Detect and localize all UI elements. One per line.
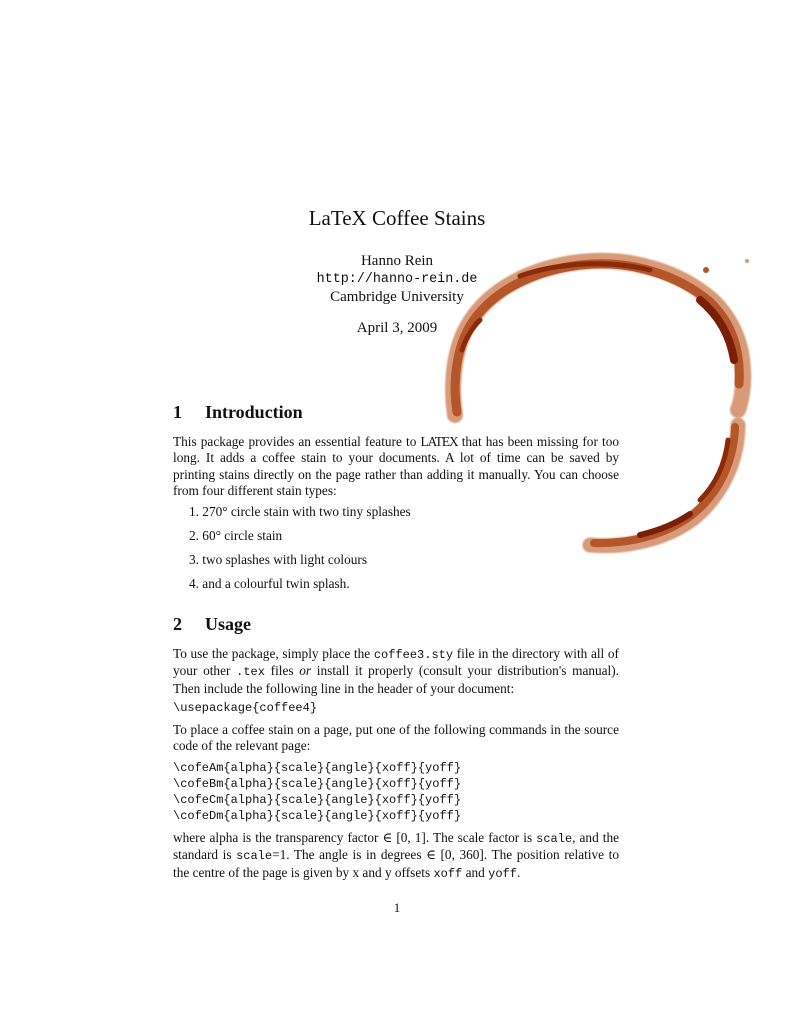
- page-number: 1: [393, 900, 401, 915]
- code-line: \cofeAm{alpha}{scale}{angle}{xoff}{yoff}: [173, 761, 462, 775]
- usepackage-code: [173, 700, 317, 716]
- author-affiliation: Cambridge University: [330, 289, 464, 305]
- usage-paragraph-3: [173, 830, 619, 882]
- section-heading-usage: [173, 614, 251, 635]
- commands-code-block: [173, 760, 461, 824]
- section-title: Usage: [205, 614, 251, 634]
- text-run: install it properly (consult your distribution's manual). Then include the following line in the header of your document:: [173, 663, 620, 696]
- text-run: To use the package, simply place the: [173, 646, 374, 661]
- filename-code: coffee3.sty: [373, 648, 454, 662]
- intro-paragraph: [173, 434, 619, 500]
- intro-text-start: This package provides an essential feature to: [173, 434, 421, 449]
- paper-title: LaTeX Coffee Stains: [308, 206, 486, 230]
- code-line: \cofeBm{alpha}{scale}{angle}{xoff}{yoff}: [173, 777, 462, 791]
- code-line: \usepackage{coffee4}: [173, 701, 318, 715]
- section-number: 1: [173, 402, 182, 422]
- intro-text-end: that has been missing for too long. It adds a coffee stain to your documents. A lot of time can be saved by printing stains directly on the page rather than adding it manually. You can choose from four different stain types:: [173, 434, 619, 499]
- list-item: 2. 60° circle stain: [189, 528, 283, 543]
- latex-logo: LATEX: [420, 434, 458, 449]
- section-number: 2: [173, 614, 182, 634]
- text-run: =1. The angle is in degrees ∈ [0, 360]. The position relative to the centre of the page is given by x and y offsets: [173, 847, 619, 880]
- text-run: where alpha is the transparency factor ∈ [0, 1]. The scale factor is: [173, 830, 537, 845]
- section-heading-introduction: [173, 402, 303, 423]
- emphasis-or: or: [299, 663, 312, 679]
- text-run: , and the standard is: [173, 830, 619, 863]
- author-url[interactable]: http://hanno-rein.de: [316, 272, 478, 287]
- paper-date: April 3, 2009: [356, 320, 438, 336]
- text-run: files: [264, 663, 300, 679]
- param-code: xoff: [433, 866, 463, 881]
- usage-paragraph-1: [173, 646, 619, 697]
- param-code: scale: [536, 832, 573, 846]
- extension-code: .tex: [236, 665, 265, 680]
- text-run: file in the directory with all of your other: [173, 646, 619, 679]
- section-title: Introduction: [205, 402, 303, 422]
- param-code: yoff: [488, 866, 517, 881]
- list-item: 4. and a colourful twin splash.: [189, 576, 350, 591]
- usage-paragraph-2: To place a coffee stain on a page, put one of the following commands in the source code of the relevant page:: [173, 722, 619, 754]
- code-line: \cofeDm{alpha}{scale}{angle}{xoff}{yoff}: [173, 809, 462, 823]
- param-code: scale: [236, 849, 273, 864]
- text-run: and: [462, 864, 489, 880]
- code-line: \cofeCm{alpha}{scale}{angle}{xoff}{yoff}: [173, 793, 462, 807]
- list-item: 3. two splashes with light colours: [189, 552, 368, 567]
- text-run: .: [516, 864, 521, 880]
- author-name: Hanno Rein: [360, 253, 434, 269]
- list-item: 1. 270° circle stain with two tiny splashes: [189, 504, 411, 519]
